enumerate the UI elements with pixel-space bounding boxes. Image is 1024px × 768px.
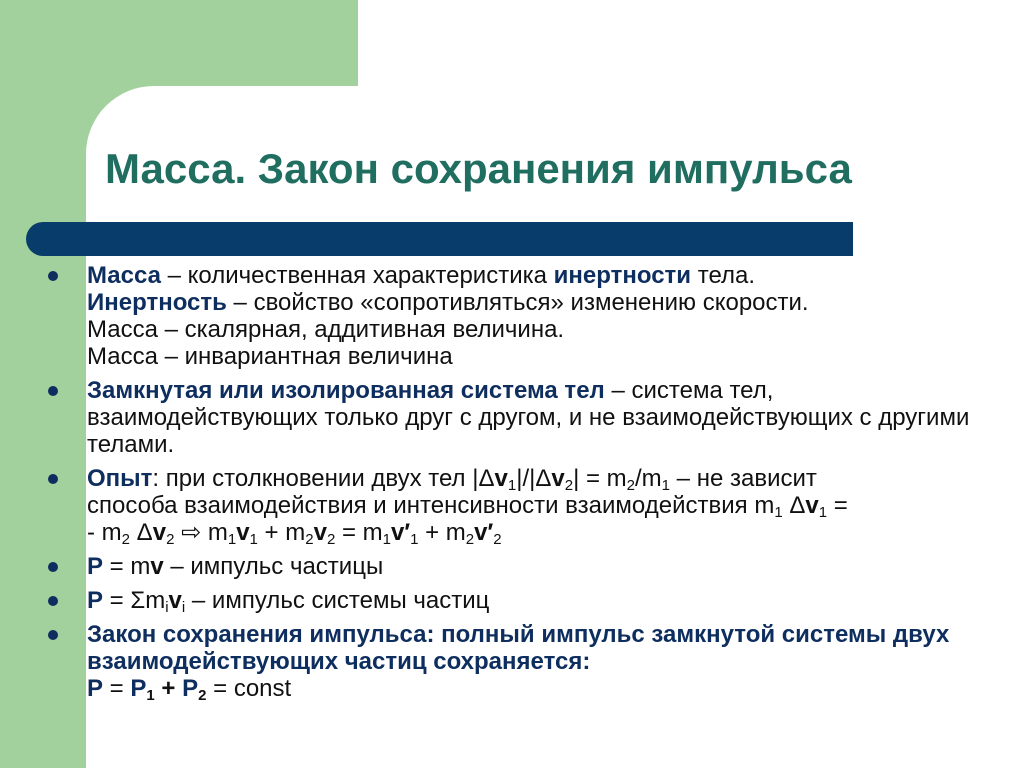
term-inertness: Инертность: [87, 289, 227, 316]
conservation-law-text: Закон сохранения импульса: полный импульс замкнутой системы двух взаимодействующих частиц сохраняется:: [87, 621, 950, 675]
bullet-list: [48, 262, 1003, 706]
bullet-dot-icon: [48, 386, 58, 396]
term-closed-system: Замкнутая или изолированная система тел: [87, 377, 605, 404]
system-momentum-formula: $P = \Sigma m_iv_i$ – импульс системы частиц: [87, 587, 490, 616]
title-underline-bar: [26, 222, 853, 256]
bullet-dot-icon: [48, 630, 58, 640]
momentum-formula: P = mv – импульс частицы: [87, 553, 384, 580]
conservation-law-formula: $P = P_1 + P_2$ = const: [87, 675, 292, 704]
bullet-dot-icon: [48, 474, 58, 484]
mass-text-1: – количественная характеристика: [160, 262, 554, 289]
bullet-dot-icon: [48, 271, 58, 281]
bullet-closed-system: [48, 377, 1003, 458]
bullet-experiment: [48, 465, 1003, 546]
mass-text-2: тела.: [691, 262, 756, 289]
bullet-mass: [48, 262, 1003, 370]
mass-text-3: – свойство «сопротивляться» изменению скорости.: [226, 289, 809, 316]
term-mass: Масса: [87, 262, 161, 289]
bullet-system-momentum: [48, 587, 1003, 614]
bullet-dot-icon: [48, 562, 58, 572]
term-inertia: инертности: [553, 262, 692, 289]
bullet-conservation-law: [48, 621, 1003, 702]
experiment-formula: Опыт: при столкновении двух тел $|\Delta v_1|/|\Delta v_2| = m_2/m_1$ – не зависит способа взаимодействия и интенсивности взаимодействия $m_1$ $\Delta v_1$ = - $m_2$ $\Delta v_2$ ⇨ $m_1v_1 + m_2v_2 = m_1v'_1 + m_2v'_2$: [87, 465, 848, 548]
bullet-momentum: [48, 553, 1003, 580]
bullet-dot-icon: [48, 596, 58, 606]
slide-title: Масса. Закон сохранения импульса: [105, 145, 852, 192]
mass-line-4: Масса – инвариантная величина: [87, 343, 453, 370]
mass-line-3: Масса – скалярная, аддитивная величина.: [87, 316, 565, 343]
closed-system-text: – система тел, взаимодействующих только друг с другом, и не взаимодействующих с другими телами.: [87, 377, 970, 458]
